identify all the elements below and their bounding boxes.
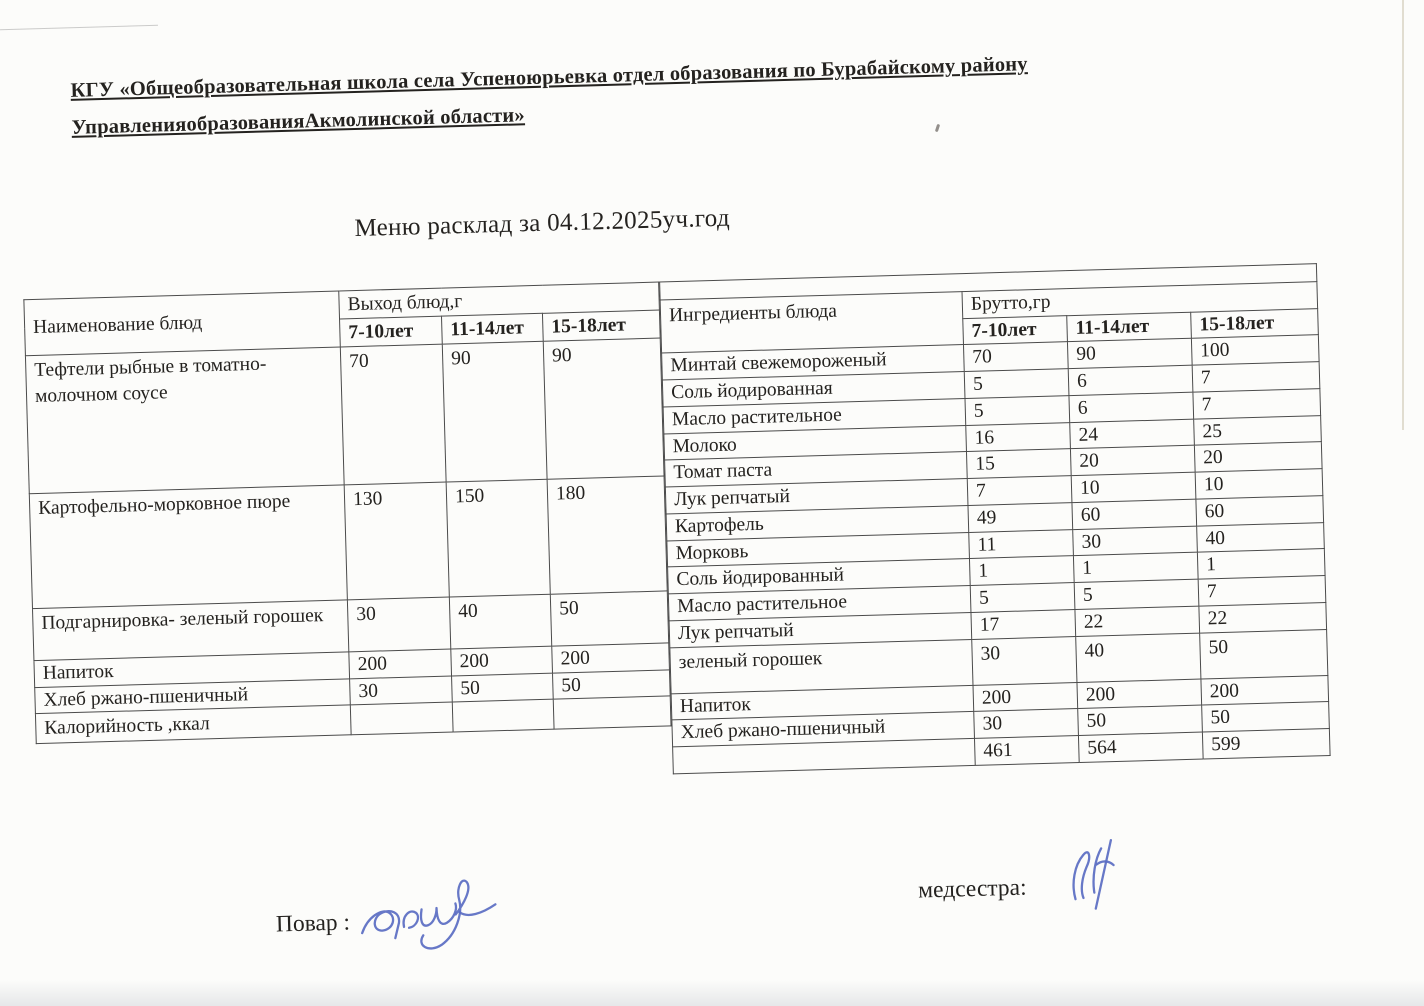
value-cell: 70	[963, 342, 1068, 372]
nurse-signature	[1052, 836, 1124, 918]
value-cell: 40	[1076, 633, 1201, 682]
value-cell: 17	[971, 609, 1076, 639]
value-cell: 1	[1197, 549, 1325, 579]
ingredient-name-cell: Томат паста	[665, 452, 968, 487]
dishes-output-table	[23, 282, 671, 745]
value-cell: 7	[967, 476, 1072, 506]
value-cell: 90	[1067, 339, 1192, 369]
ingredient-name-cell: Масло растительное	[663, 398, 966, 433]
value-cell: 599	[1202, 729, 1330, 759]
value-cell: 60	[1196, 495, 1324, 525]
output-group-header: Выход блюд,г	[339, 282, 660, 319]
dish-name-cell: Картофельно-морковное пюре	[29, 485, 347, 609]
menu-title: Меню расклад за 04.12.2025уч.год	[354, 204, 731, 243]
age-col-header: 15-18лет	[542, 310, 660, 341]
nurse-signature-label: медсестра:	[917, 874, 1027, 904]
value-cell: 30	[350, 676, 453, 706]
value-cell: 200	[349, 649, 452, 679]
dish-name-cell: Подгарнировка- зеленый горошек	[32, 600, 348, 661]
value-cell: 5	[970, 583, 1075, 613]
value-cell: 30	[1073, 526, 1198, 556]
dish-name-cell: Напиток	[34, 652, 350, 688]
value-cell: 24	[1070, 419, 1195, 449]
value-cell: 40	[449, 594, 551, 649]
dish-row	[25, 338, 664, 494]
age-col-header: 7-10лет	[963, 315, 1068, 345]
value-cell: 22	[1199, 602, 1327, 632]
ingredient-name-cell: Соль йодированный	[668, 559, 971, 594]
value-cell: 461	[974, 736, 1079, 766]
value-cell: 30	[972, 636, 1077, 685]
value-cell: 5	[964, 369, 1069, 399]
value-cell: 50	[1200, 629, 1328, 679]
value-cell: 100	[1191, 335, 1319, 365]
value-cell: 5	[1074, 579, 1199, 609]
ingredient-name-cell: Лук репчатый	[665, 479, 968, 514]
value-cell: 200	[451, 646, 553, 676]
ingredient-name-cell: Лук репчатый	[669, 612, 972, 647]
value-cell: 90	[442, 341, 547, 482]
ingredient-name-cell: Молоко	[664, 425, 967, 460]
value-cell: 30	[347, 597, 450, 652]
value-cell: 22	[1075, 606, 1200, 636]
ingredient-name-cell: Хлеб ржано-пшеничный	[672, 712, 975, 747]
value-cell: 49	[968, 502, 1073, 532]
value-cell: 564	[1078, 732, 1203, 762]
value-cell: 60	[1072, 499, 1197, 529]
age-col-header: 11-14лет	[1067, 312, 1192, 342]
value-cell: 7	[1193, 389, 1321, 419]
dish-name-cell: Хлеб ржано-пшеничный	[35, 679, 351, 715]
value-cell: 200	[1077, 679, 1202, 709]
value-cell: 50	[452, 673, 554, 703]
institution-line1: КГУ «Общеобразовательная школа села Успеноюрьевка отдел образования по Бурабайскому району	[70, 53, 1028, 102]
ingredient-name-cell: Минтай свежемороженый	[662, 345, 965, 380]
value-cell: 15	[966, 449, 1071, 479]
paper-edge-right	[1402, 0, 1404, 430]
value-cell: 70	[340, 344, 446, 485]
ingredient-column-header: Ингредиенты блюда	[660, 292, 963, 354]
value-cell: 25	[1194, 415, 1322, 445]
value-cell: 50	[552, 670, 670, 700]
value-cell: 11	[969, 529, 1074, 559]
value-cell	[452, 700, 554, 733]
ingredient-name-cell: Напиток	[671, 685, 974, 720]
value-cell: 10	[1071, 472, 1196, 502]
value-cell: 40	[1197, 522, 1325, 552]
scanner-shadow-bottom	[0, 980, 1424, 1006]
value-cell: 7	[1192, 362, 1320, 392]
value-cell: 150	[446, 479, 550, 597]
value-cell: 90	[543, 338, 664, 479]
age-col-header: 15-18лет	[1191, 308, 1319, 338]
value-cell: 130	[344, 482, 449, 600]
value-cell: 200	[973, 682, 1078, 712]
age-col-header: 11-14лет	[441, 313, 543, 344]
value-cell: 180	[547, 476, 667, 594]
ingredient-name-cell: Соль йодированная	[662, 372, 965, 407]
dish-name-cell: Калорийность ,ккал	[35, 705, 351, 744]
institution-header	[70, 44, 1102, 147]
value-cell: 50	[1202, 702, 1330, 732]
brutto-group-header: Брутто,гр	[962, 282, 1318, 319]
value-cell: 50	[550, 591, 668, 646]
institution-line2: УправленияобразованияАкмолинской области»	[71, 104, 526, 139]
value-cell: 200	[552, 643, 670, 673]
value-cell: 1	[1073, 552, 1198, 582]
ingredient-name-cell: зеленый горошек	[670, 639, 973, 693]
ingredient-name-cell: Масло растительное	[668, 586, 971, 621]
value-cell: 16	[966, 422, 1071, 452]
value-cell: 1	[969, 556, 1074, 586]
value-cell: 200	[1201, 675, 1329, 705]
dish-name-cell: Тефтели рыбные в томатно-молочном соусе	[25, 347, 344, 494]
cook-signature	[355, 869, 507, 958]
value-cell: 5	[965, 396, 1070, 426]
value-cell	[553, 696, 671, 729]
value-cell: 50	[1078, 705, 1203, 735]
dish-row	[29, 476, 667, 609]
ingredient-name-cell: Морковь	[667, 532, 970, 567]
dish-column-header: Наименование блюд	[24, 291, 340, 356]
value-cell: 10	[1195, 469, 1323, 499]
value-cell: 20	[1070, 446, 1195, 476]
ingredients-brutto-table	[659, 263, 1331, 774]
value-cell: 6	[1068, 365, 1193, 395]
value-cell	[350, 702, 453, 735]
value-cell: 7	[1198, 576, 1326, 606]
cook-signature-label: Повар :	[275, 909, 351, 938]
menu-tables	[23, 263, 1330, 792]
value-cell: 30	[974, 709, 1079, 739]
age-col-header: 7-10лет	[340, 316, 443, 347]
value-cell: 20	[1194, 442, 1322, 472]
value-cell: 6	[1069, 392, 1194, 422]
ingredient-name-cell: Картофель	[666, 505, 969, 540]
